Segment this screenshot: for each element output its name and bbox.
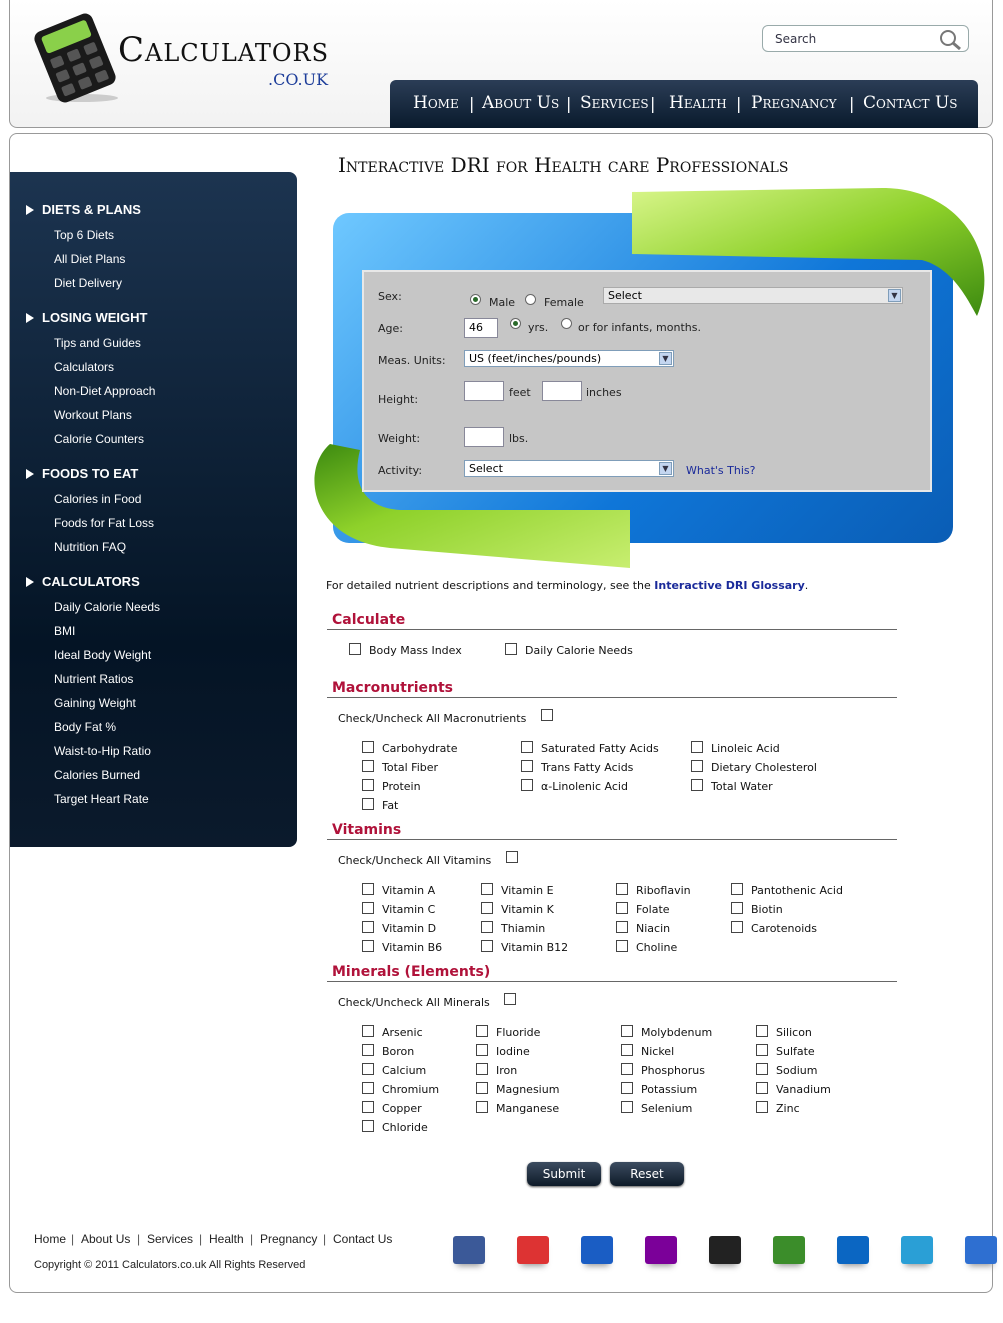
nutrient-checkbox[interactable] xyxy=(691,741,703,753)
nutrient-label: Potassium xyxy=(641,1083,698,1096)
glossary-note: For detailed nutrient descriptions and terminology, see the Interactive DRI Glossary. xyxy=(326,579,809,592)
nutrient-checkbox[interactable] xyxy=(731,921,743,933)
height-label: Height: xyxy=(378,393,419,406)
weight-label: Weight: xyxy=(378,432,421,445)
triangle-right-icon xyxy=(26,577,34,587)
nutrient-label: Daily Calorie Needs xyxy=(525,644,633,657)
sidebar-link[interactable]: Daily Calorie Needs xyxy=(54,600,161,614)
nutrient-checkbox[interactable] xyxy=(362,1063,374,1075)
search-input[interactable]: Search xyxy=(775,32,817,46)
nutrient-label: Trans Fatty Acids xyxy=(541,761,634,774)
nutrient-checkbox[interactable] xyxy=(481,902,493,914)
sidebar-link[interactable]: All Diet Plans xyxy=(54,252,126,266)
nutrient-label: Zinc xyxy=(776,1102,800,1115)
nutrient-label: Selenium xyxy=(641,1102,693,1115)
nutrient-label: Arsenic xyxy=(382,1026,423,1039)
check-all-label: Check/Uncheck All Vitamins xyxy=(338,854,492,867)
sidebar-link[interactable]: Tips and Guides xyxy=(54,336,141,350)
check-all-checkbox[interactable] xyxy=(541,709,553,721)
nutrient-checkbox[interactable] xyxy=(616,883,628,895)
nutrient-label: Saturated Fatty Acids xyxy=(541,742,659,755)
nutrient-label: Vitamin B6 xyxy=(382,941,443,954)
nutrient-checkbox[interactable] xyxy=(616,940,628,952)
activity-select[interactable]: Select ▼ xyxy=(464,460,674,477)
male-radio[interactable] xyxy=(470,294,481,305)
nutrient-label: Vitamin D xyxy=(382,922,437,935)
nutrient-checkbox[interactable] xyxy=(362,921,374,933)
check-all-label: Check/Uncheck All Macronutrients xyxy=(338,712,527,725)
footer-separator: | xyxy=(71,1232,75,1246)
female-radio[interactable] xyxy=(525,294,536,305)
months-radio[interactable] xyxy=(561,318,572,329)
nutrient-label: Vitamin K xyxy=(501,903,554,916)
height-feet-input[interactable] xyxy=(464,381,504,401)
nutrient-checkbox[interactable] xyxy=(756,1101,768,1113)
yahoo-icon[interactable] xyxy=(645,1236,677,1264)
nutrient-label: Magnesium xyxy=(496,1083,560,1096)
facebook-icon[interactable] xyxy=(453,1236,485,1264)
logo-title[interactable]: Calculators xyxy=(118,30,330,70)
nutrient-label: Manganese xyxy=(496,1102,560,1115)
page-title: Interactive DRI for Health care Professionals xyxy=(338,153,789,177)
section-heading: Vitamins xyxy=(332,822,402,838)
search-box[interactable] xyxy=(762,25,969,52)
sidebar-link[interactable]: Non-Diet Approach xyxy=(54,384,156,398)
nutrient-label: Sodium xyxy=(776,1064,818,1077)
sidebar-link[interactable]: Target Heart Rate xyxy=(54,792,149,806)
nutrient-label: Body Mass Index xyxy=(369,644,462,657)
nutrient-checkbox[interactable] xyxy=(616,921,628,933)
nutrient-checkbox[interactable] xyxy=(481,921,493,933)
footer-separator: | xyxy=(250,1232,254,1246)
nutrient-label: Total Water xyxy=(711,780,773,793)
nutrient-checkbox[interactable] xyxy=(362,779,374,791)
sidebar-link[interactable]: Waist-to-Hip Ratio xyxy=(54,744,151,758)
nutrient-label: Protein xyxy=(382,780,421,793)
nutrient-checkbox[interactable] xyxy=(362,1044,374,1056)
nutrient-checkbox[interactable] xyxy=(505,643,517,655)
search-icon[interactable] xyxy=(938,28,962,50)
nutrient-checkbox[interactable] xyxy=(691,760,703,772)
nutrient-label: Vitamin A xyxy=(382,884,436,897)
nutrient-checkbox[interactable] xyxy=(621,1063,633,1075)
sex-label: Sex: xyxy=(378,290,402,303)
nutrient-checkbox[interactable] xyxy=(362,760,374,772)
reset-button[interactable]: Reset xyxy=(610,1162,684,1186)
male-label: Male xyxy=(489,296,516,309)
sidebar-link[interactable]: Diet Delivery xyxy=(54,276,123,290)
nutrient-checkbox[interactable] xyxy=(362,883,374,895)
lbs-label: lbs. xyxy=(509,432,529,445)
nutrient-checkbox[interactable] xyxy=(481,883,493,895)
sidebar-link[interactable]: Nutrition FAQ xyxy=(54,540,127,554)
nutrient-checkbox[interactable] xyxy=(731,902,743,914)
nutrient-checkbox[interactable] xyxy=(621,1101,633,1113)
sex-select[interactable]: Select ▼ xyxy=(603,287,903,304)
google-icon[interactable] xyxy=(965,1236,997,1264)
nutrient-checkbox[interactable] xyxy=(731,883,743,895)
nutrient-label: Iodine xyxy=(496,1045,530,1058)
sidebar-link[interactable]: Nutrient Ratios xyxy=(54,672,134,686)
nutrient-label: Boron xyxy=(382,1045,415,1058)
whats-this-link[interactable]: What's This? xyxy=(686,464,756,477)
nutrient-checkbox[interactable] xyxy=(476,1101,488,1113)
footer-link[interactable]: Pregnancy xyxy=(260,1232,318,1246)
nutrient-label: Nickel xyxy=(641,1045,675,1058)
nutrient-checkbox[interactable] xyxy=(691,779,703,791)
footer-separator: | xyxy=(199,1232,203,1246)
sidebar-section-title[interactable]: FOODS TO EAT xyxy=(42,466,139,481)
nutrient-label: Carbohydrate xyxy=(382,742,458,755)
nutrient-checkbox[interactable] xyxy=(362,940,374,952)
nutrient-checkbox[interactable] xyxy=(521,760,533,772)
nutrient-label: Phosphorus xyxy=(641,1064,705,1077)
nutrient-checkbox[interactable] xyxy=(362,741,374,753)
footer-separator: | xyxy=(323,1232,327,1246)
triangle-right-icon xyxy=(26,313,34,323)
footer-link[interactable]: Home xyxy=(34,1232,67,1246)
inches-label: inches xyxy=(586,386,622,399)
linkedin-icon[interactable] xyxy=(837,1236,869,1264)
footer-link[interactable]: About Us xyxy=(81,1232,131,1246)
section-divider xyxy=(327,981,897,982)
section-heading: Calculate xyxy=(332,612,406,628)
check-all-label: Check/Uncheck All Minerals xyxy=(338,996,490,1009)
email-icon[interactable] xyxy=(581,1236,613,1264)
sidebar-section-title[interactable]: DIETS & PLANS xyxy=(42,202,141,217)
sidebar-link[interactable]: BMI xyxy=(54,624,76,638)
nutrient-label: Molybdenum xyxy=(641,1026,713,1039)
triangle-right-icon xyxy=(26,205,34,215)
delicious-icon[interactable] xyxy=(709,1236,741,1264)
nutrient-checkbox[interactable] xyxy=(756,1044,768,1056)
triangle-right-icon xyxy=(26,469,34,479)
patient-info-form xyxy=(362,270,932,492)
years-label: yrs. xyxy=(528,321,549,334)
months-label: or for infants, months. xyxy=(578,321,701,334)
nutrient-label: Vanadium xyxy=(776,1083,831,1096)
nutrient-checkbox[interactable] xyxy=(616,902,628,914)
weight-input[interactable] xyxy=(464,427,504,447)
units-label: Meas. Units: xyxy=(378,354,446,367)
female-label: Female xyxy=(544,296,584,309)
chevron-down-icon: ▼ xyxy=(659,462,672,475)
sidebar-link[interactable]: Body Fat % xyxy=(54,720,117,734)
nav-health[interactable]: Health xyxy=(669,93,727,113)
nav-home[interactable]: Home xyxy=(413,93,459,113)
nutrient-label: Folate xyxy=(636,903,670,916)
section-divider xyxy=(327,839,897,840)
sidebar-link[interactable]: Top 6 Diets xyxy=(54,228,115,242)
stumbleupon-icon[interactable] xyxy=(773,1236,805,1264)
years-radio[interactable] xyxy=(510,318,521,329)
nutrient-label: Fluoride xyxy=(496,1026,541,1039)
nutrient-checkbox[interactable] xyxy=(756,1063,768,1075)
nutrient-checkbox[interactable] xyxy=(476,1082,488,1094)
nutrient-label: Vitamin C xyxy=(382,903,436,916)
sidebar-link[interactable]: Calories Burned xyxy=(54,768,141,782)
nutrient-checkbox[interactable] xyxy=(521,779,533,791)
gmail-icon[interactable] xyxy=(517,1236,549,1264)
nutrient-label: Copper xyxy=(382,1102,422,1115)
nutrient-checkbox[interactable] xyxy=(362,1025,374,1037)
chevron-down-icon: ▼ xyxy=(659,352,672,365)
nutrient-label: α-Linolenic Acid xyxy=(541,780,628,793)
nutrient-checkbox[interactable] xyxy=(476,1044,488,1056)
nutrient-label: Iron xyxy=(496,1064,518,1077)
sidebar-link[interactable]: Gaining Weight xyxy=(54,696,136,710)
nutrient-checkbox[interactable] xyxy=(621,1025,633,1037)
section-heading: Macronutrients xyxy=(332,680,454,696)
nutrient-label: Total Fiber xyxy=(382,761,439,774)
glossary-link[interactable]: Interactive DRI Glossary xyxy=(654,579,805,592)
sidebar-link[interactable]: Foods for Fat Loss xyxy=(54,516,155,530)
nav-pregnancy[interactable]: Pregnancy xyxy=(751,93,837,113)
nutrient-label: Calcium xyxy=(382,1064,427,1077)
nutrient-checkbox[interactable] xyxy=(621,1044,633,1056)
footer-separator: | xyxy=(137,1232,141,1246)
nutrient-label: Fat xyxy=(382,799,399,812)
sidebar-link[interactable]: Calorie Counters xyxy=(54,432,145,446)
footer-link[interactable]: Contact Us xyxy=(333,1232,393,1246)
nutrient-label: Sulfate xyxy=(776,1045,815,1058)
nutrient-label: Niacin xyxy=(636,922,671,935)
footer-link[interactable]: Health xyxy=(209,1232,244,1246)
nutrient-checkbox[interactable] xyxy=(362,1082,374,1094)
sidebar-link[interactable]: Calories in Food xyxy=(54,492,142,506)
nutrient-checkbox[interactable] xyxy=(349,643,361,655)
nutrient-label: Linoleic Acid xyxy=(711,742,780,755)
calculator-logo-icon[interactable] xyxy=(32,12,118,104)
chevron-down-icon: ▼ xyxy=(888,289,901,302)
nutrient-checkbox[interactable] xyxy=(476,1025,488,1037)
nutrient-label: Chloride xyxy=(382,1121,428,1134)
nutrient-checkbox[interactable] xyxy=(481,940,493,952)
sidebar-link[interactable]: Workout Plans xyxy=(54,408,132,422)
feet-label: feet xyxy=(509,386,531,399)
check-all-checkbox[interactable] xyxy=(504,993,516,1005)
nutrient-label: Pantothenic Acid xyxy=(751,884,843,897)
age-input[interactable]: 46 xyxy=(464,318,498,338)
sidebar-link[interactable]: Calculators xyxy=(54,360,115,374)
twitter-icon[interactable] xyxy=(901,1236,933,1264)
nutrient-label: Carotenoids xyxy=(751,922,817,935)
section-divider xyxy=(327,697,897,698)
nutrient-checkbox[interactable] xyxy=(476,1063,488,1075)
height-inches-input[interactable] xyxy=(542,381,582,401)
nutrient-label: Riboflavin xyxy=(636,884,691,897)
nav-contact-us[interactable]: Contact Us xyxy=(863,93,958,113)
logo-domain: .CO.UK xyxy=(268,70,329,89)
nutrient-label: Vitamin B12 xyxy=(501,941,569,954)
nutrient-label: Thiamin xyxy=(501,922,546,935)
submit-button[interactable]: Submit xyxy=(527,1162,601,1186)
nutrient-checkbox[interactable] xyxy=(621,1082,633,1094)
nutrient-label: Biotin xyxy=(751,903,783,916)
nutrient-label: Dietary Cholesterol xyxy=(711,761,817,774)
nutrient-label: Vitamin E xyxy=(501,884,554,897)
nutrient-checkbox[interactable] xyxy=(362,798,374,810)
nutrient-checkbox[interactable] xyxy=(362,902,374,914)
nutrient-checkbox[interactable] xyxy=(756,1025,768,1037)
section-divider xyxy=(327,629,897,630)
footer-link[interactable]: Services xyxy=(147,1232,194,1246)
check-all-checkbox[interactable] xyxy=(506,851,518,863)
nutrient-label: Silicon xyxy=(776,1026,812,1039)
nutrient-checkbox[interactable] xyxy=(756,1082,768,1094)
nutrient-checkbox[interactable] xyxy=(362,1120,374,1132)
nutrient-label: Chromium xyxy=(382,1083,440,1096)
section-heading: Minerals (Elements) xyxy=(332,964,491,980)
main-nav: Home | About Us | Services | Health | Pregnancy | Contact Us xyxy=(390,80,978,128)
units-select[interactable]: US (feet/inches/pounds) ▼ xyxy=(464,350,674,367)
age-label: Age: xyxy=(378,322,403,335)
copyright: Copyright © 2011 Calculators.co.uk All Rights Reserved xyxy=(34,1259,306,1271)
nav-services[interactable]: Services xyxy=(580,93,649,113)
activity-label: Activity: xyxy=(378,464,423,477)
nutrient-checkbox[interactable] xyxy=(521,741,533,753)
sidebar-link[interactable]: Ideal Body Weight xyxy=(54,648,152,662)
sidebar-section-title[interactable]: LOSING WEIGHT xyxy=(42,310,148,325)
nutrient-label: Choline xyxy=(636,941,678,954)
nutrient-checkbox[interactable] xyxy=(362,1101,374,1113)
nav-about-us[interactable]: About Us xyxy=(482,93,560,113)
sidebar-section-title[interactable]: CALCULATORS xyxy=(42,574,140,589)
